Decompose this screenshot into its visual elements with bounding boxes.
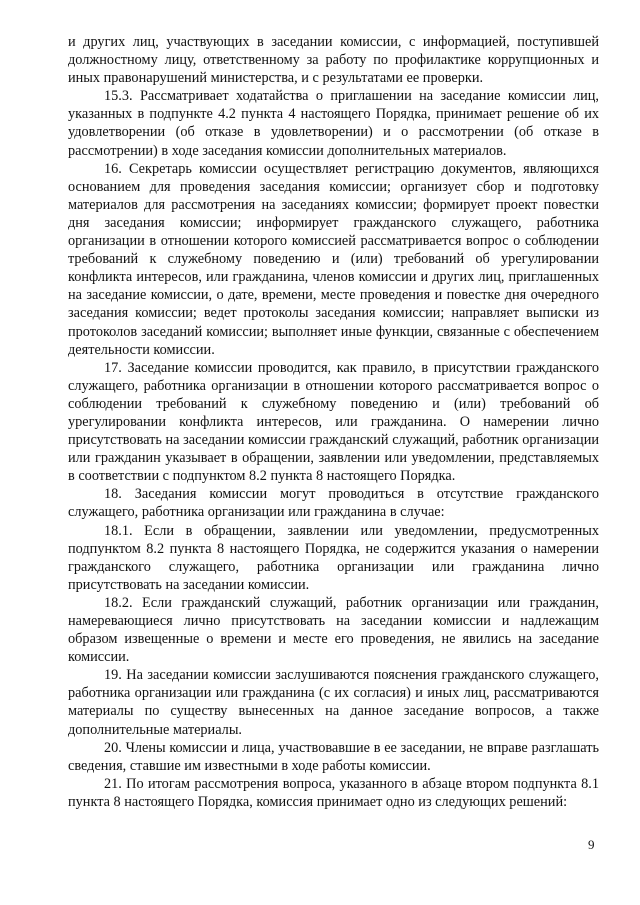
paragraph-continuation: и других лиц, участвующих в заседании комиссии, с информацией, поступившей должностному лицу, ответственному за работу по профилактике коррупционных и иных правонарушений министерства, и с результатами ее проверки. — [68, 34, 599, 87]
paragraph-17: 17. Заседание комиссии проводится, как правило, в присутствии гражданского служащего, работника организации в отношении которого рассматривается вопрос о соблюдении требований к служебному поведению и (или) требований об урегулировании конфликта интересов, или гражданина. О намерении лично присутствовать на заседании комиссии гражданский служащий, работник организации или гражданин указывает в обращении, заявлении или уведомлении, представляемых в соответствии с подпунктом 8.2 пункта 8 настоящего Порядка. — [68, 359, 599, 485]
paragraph-18-1: 18.1. Если в обращении, заявлении или уведомлении, предусмотренных подпунктом 8.2 пункта 8 настоящего Порядка, не содержится указания о намерении гражданского служащего, работника организации или гражданина лично присутствовать на заседании комиссии. — [68, 522, 599, 593]
document-body — [68, 33, 599, 811]
paragraph-20: 20. Члены комиссии и лица, участвовавшие в ее заседании, не вправе разглашать сведения, ставшие им известными в ходе работы комиссии. — [68, 739, 599, 774]
page-number: 9 — [588, 837, 595, 852]
paragraph-18-2: 18.2. Если гражданский служащий, работник организации или гражданин, намеревающиеся лично присутствовать на заседании комиссии и надлежащим образом извещенные о времени и месте его проведения, не явились на заседание комиссии. — [68, 594, 599, 666]
paragraph-19: 19. На заседании комиссии заслушиваются пояснения гражданского служащего, работника организации или гражданина (с их согласия) и иных лиц, рассматриваются материалы по существу вынесенных на данное заседание вопросов, а также дополнительные материалы. — [68, 667, 599, 738]
paragraph-15-3: 15.3. Рассматривает ходатайства о приглашении на заседание комиссии лиц, указанных в подпункте 4.2 пункта 4 настоящего Порядка, принимает решение об их удовлетворении (об отказе в удовлетворении) и о рассмотрении (об отказе в рассмотрении) в ходе заседания комиссии дополнительных материалов. — [68, 88, 599, 159]
paragraph-18: 18. Заседания комиссии могут проводиться в отсутствие гражданского служащего, работника организации или гражданина в случае: — [68, 486, 599, 521]
paragraph-21: 21. По итогам рассмотрения вопроса, указанного в абзаце втором подпункта 8.1 пункта 8 настоящего Порядка, комиссия принимает одно из следующих решений: — [68, 775, 599, 810]
paragraph-16: 16. Секретарь комиссии осуществляет регистрацию документов, являющихся основанием для проведения заседания комиссии; организует сбор и подготовку материалов для рассмотрения на заседаниях комиссии; формирует проект повестки дня заседания комиссии; информирует гражданского служащего, работника организации в отношении которого комиссией рассматривается вопрос о соблюдении требований к служебному поведению и (или) требований об урегулировании конфликта интересов, или гражданина, членов комиссии и других лиц, приглашенных на заседание комиссии, о дате, времени, месте проведения и повестке дня очередного заседания комиссии; ведет протоколы заседания комиссии; направляет выписки из протоколов заседаний комиссии; выполняет иные функции, связанные с обеспечением деятельности комиссии. — [68, 160, 599, 358]
